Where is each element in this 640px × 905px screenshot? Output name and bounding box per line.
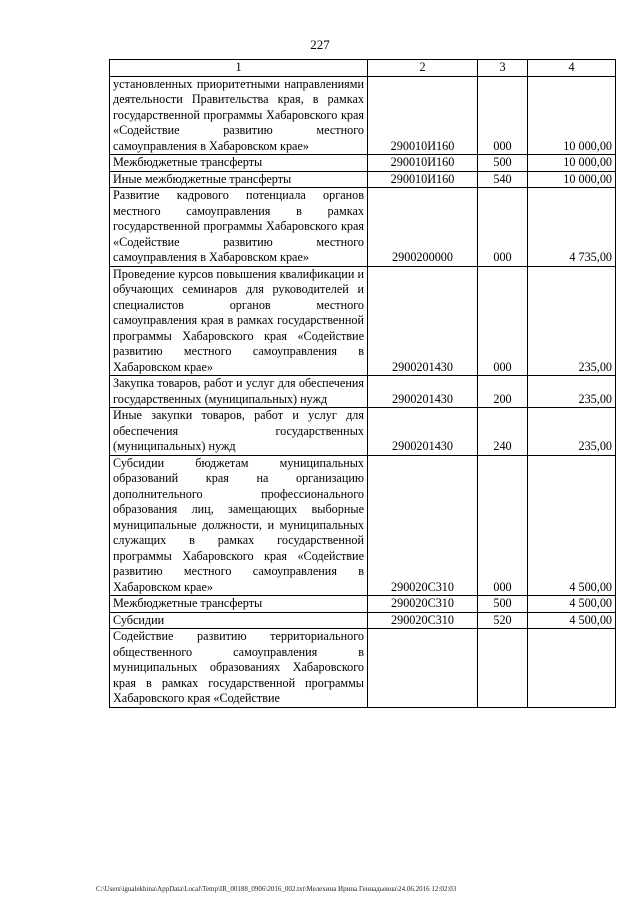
row-amount: 4 500,00 [528, 596, 616, 613]
row-name: Содействие развитию территориального общественного самоуправления в муниципальных образованиях Хабаровского края в рамках государственной программы Хабаровского края «Содействие [110, 629, 368, 708]
row-code: 2900200000 [368, 188, 478, 267]
row-code: 290020С310 [368, 612, 478, 629]
table-row [110, 188, 616, 267]
row-kind: 240 [478, 408, 528, 456]
row-name: Иные межбюджетные трансферты [110, 171, 368, 188]
row-name: Субсидии бюджетам муниципальных образований края на организацию дополнительного профессионального образования лиц, замещающих выборные муниципальные должности, и муниципальных служащих в рамках государственной программы Хабаровского края «Содействие развитию местного самоуправления в Хабаровском крае» [110, 455, 368, 596]
row-kind: 520 [478, 612, 528, 629]
table-row [110, 596, 616, 613]
row-amount: 4 500,00 [528, 612, 616, 629]
row-name: Развитие кадрового потенциала органов местного самоуправления в рамках государственной программы Хабаровского края «Содействие развитию местного самоуправления в Хабаровском крае» [110, 188, 368, 267]
page-number: 227 [310, 37, 330, 52]
row-kind: 000 [478, 266, 528, 376]
row-kind: 500 [478, 155, 528, 172]
row-amount: 235,00 [528, 408, 616, 456]
row-amount: 4 735,00 [528, 188, 616, 267]
table-row [110, 629, 616, 708]
row-name: установленных приоритетными направлениями деятельности Правительства края, в рамках государственной программы Хабаровского края «Содействие развитию местного самоуправления в Хабаровском крае» [110, 76, 368, 155]
table-row [110, 266, 616, 376]
column-header-2: 2 [368, 60, 478, 77]
row-amount: 10 000,00 [528, 76, 616, 155]
row-name: Межбюджетные трансферты [110, 596, 368, 613]
row-code [368, 629, 478, 708]
table-row [110, 455, 616, 596]
row-code: 2900201430 [368, 266, 478, 376]
row-name: Межбюджетные трансферты [110, 155, 368, 172]
row-name: Проведение курсов повышения квалификации и обучающих семинаров для руководителей и специалистов органов местного самоуправления края в рамках государственной программы Хабаровского края «Содействие развитию местного самоуправления в Хабаровском крае» [110, 266, 368, 376]
row-code: 290010И160 [368, 76, 478, 155]
table-row [110, 171, 616, 188]
row-code: 290020С310 [368, 596, 478, 613]
row-code: 2900201430 [368, 408, 478, 456]
row-amount: 10 000,00 [528, 171, 616, 188]
table-row [110, 376, 616, 408]
column-header-3: 3 [478, 60, 528, 77]
row-kind: 540 [478, 171, 528, 188]
row-kind: 000 [478, 76, 528, 155]
row-code: 2900201430 [368, 376, 478, 408]
row-kind: 000 [478, 455, 528, 596]
table-row [110, 155, 616, 172]
row-amount: 235,00 [528, 266, 616, 376]
row-amount: 235,00 [528, 376, 616, 408]
row-name: Иные закупки товаров, работ и услуг для обеспечения государственных (муниципальных) нужд [110, 408, 368, 456]
row-amount: 4 500,00 [528, 455, 616, 596]
row-code: 290020С310 [368, 455, 478, 596]
row-code: 290010И160 [368, 171, 478, 188]
table-row [110, 76, 616, 155]
row-kind [478, 629, 528, 708]
row-amount: 10 000,00 [528, 155, 616, 172]
row-code: 290010И160 [368, 155, 478, 172]
row-amount [528, 629, 616, 708]
row-kind: 200 [478, 376, 528, 408]
row-name: Закупка товаров, работ и услуг для обеспечения государственных (муниципальных) нужд [110, 376, 368, 408]
budget-table [109, 59, 616, 708]
row-name: Субсидии [110, 612, 368, 629]
file-path-footer: C:\Users\igualekhina\AppData\Local\Temp\IR_00188_0906\2016_002.txt\Мелехина Ирина Геннадьевна\24.06.2016 12:02:03 [96, 885, 457, 893]
table-row [110, 408, 616, 456]
column-header-4: 4 [528, 60, 616, 77]
table-header-row [110, 60, 616, 77]
table-row [110, 612, 616, 629]
column-header-1: 1 [110, 60, 368, 77]
row-kind: 000 [478, 188, 528, 267]
row-kind: 500 [478, 596, 528, 613]
